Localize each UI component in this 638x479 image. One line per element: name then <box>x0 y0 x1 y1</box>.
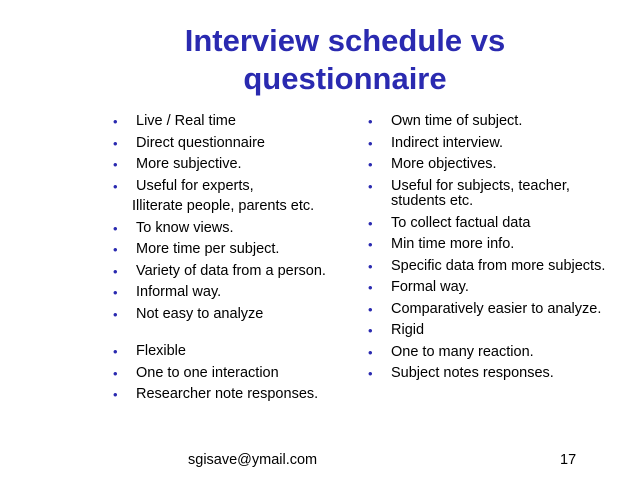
list-item: • Rigid <box>368 322 425 338</box>
list-item: • Useful for experts, <box>113 177 254 194</box>
list-item: • Flexible <box>113 343 186 359</box>
list-item: • One to many reaction. <box>368 343 534 360</box>
slide-title <box>130 22 560 98</box>
title-line-1: Interview schedule vs <box>184 23 506 58</box>
list-item: • To collect factual data <box>368 214 531 231</box>
title-line-2: questionnaire <box>243 61 447 96</box>
list-item: • Specific data from more subjects. <box>368 257 606 274</box>
list-item: • Indirect interview. <box>368 134 504 151</box>
bullet-icon: • <box>368 114 373 129</box>
list-item: • Own time of subject. <box>368 113 523 129</box>
bullet-icon: • <box>368 135 373 151</box>
bullet-icon: • <box>113 220 118 236</box>
list-item: • More time per subject. <box>113 241 280 257</box>
interview-schedule-list <box>112 114 352 409</box>
bullet-icon: • <box>113 263 118 279</box>
bullet-icon: • <box>113 157 118 172</box>
bullet-icon: • <box>368 258 373 274</box>
list-item: • Live / Real time <box>113 113 236 129</box>
bullet-icon: • <box>368 323 373 338</box>
bullet-icon: • <box>113 285 118 300</box>
footer-email: sgisave@ymail.com <box>188 452 318 468</box>
bullet-icon: • <box>368 280 373 295</box>
bullet-icon: • <box>368 237 373 252</box>
list-item: • Formal way. <box>368 279 469 295</box>
list-item: • To know views. <box>113 219 234 236</box>
bullet-icon: • <box>368 215 373 231</box>
bullet-icon: • <box>113 114 118 129</box>
bullet-icon: • <box>113 178 118 194</box>
list-item: • Subject notes responses. <box>368 365 554 381</box>
bullet-icon: • <box>368 178 373 194</box>
list-item: • Researcher note responses. <box>113 386 319 402</box>
bullet-icon: • <box>113 387 118 402</box>
list-item: • More objectives. <box>368 156 497 172</box>
bullet-icon: • <box>368 344 373 360</box>
bullet-icon: • <box>113 242 118 257</box>
questionnaire-list <box>367 114 607 388</box>
page-number: 17 <box>560 452 577 468</box>
list-item: • Not easy to analyze <box>113 305 264 322</box>
list-item: • Direct questionnaire <box>113 134 265 151</box>
list-item-continuation: Illiterate people, parents etc. <box>132 198 315 214</box>
bullet-icon: • <box>113 306 118 322</box>
bullet-icon: • <box>368 366 373 381</box>
bullet-icon: • <box>368 301 373 317</box>
bullet-icon: • <box>368 157 373 172</box>
list-item: • Comparatively easier to analyze. <box>368 300 602 317</box>
list-item: • Min time more info. <box>368 236 515 252</box>
list-item: • Variety of data from a person. <box>113 262 326 279</box>
list-item: • More subjective. <box>113 156 242 172</box>
bullet-icon: • <box>113 135 118 151</box>
list-item: • Informal way. <box>113 284 222 300</box>
list-item: • One to one interaction <box>113 364 279 381</box>
bullet-icon: • <box>113 344 118 359</box>
bullet-icon: • <box>113 365 118 381</box>
list-item: • Useful for subjects, teacher, students etc. <box>368 177 570 209</box>
